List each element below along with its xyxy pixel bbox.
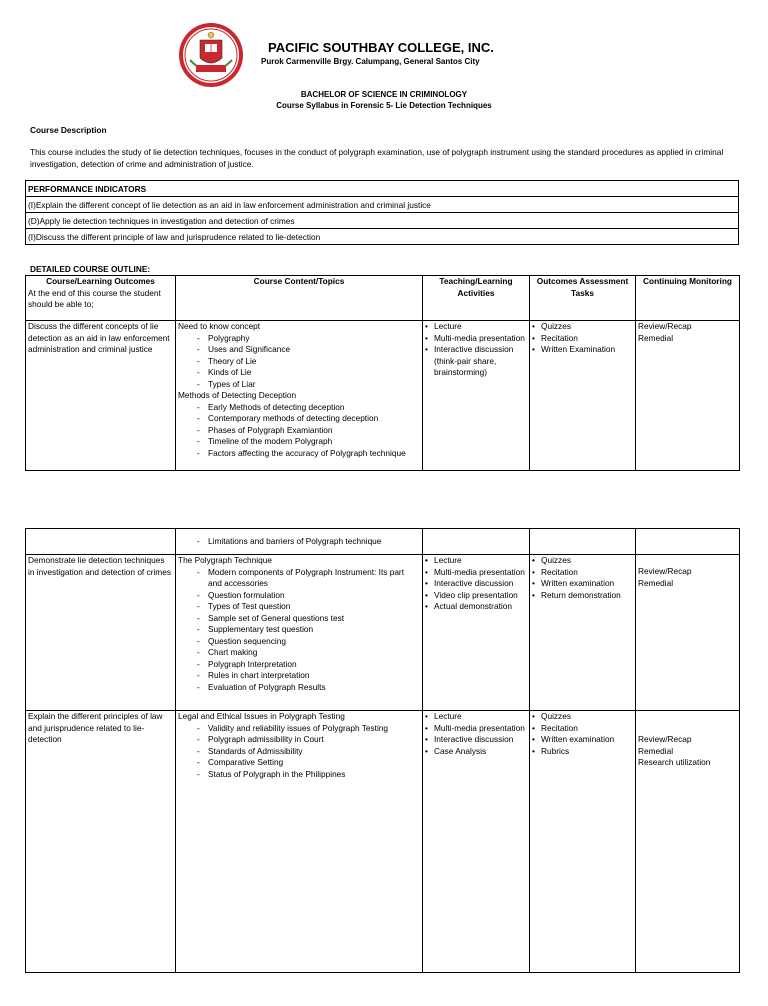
topic-item: - Standards of Admissibility (178, 746, 420, 758)
header-content: Course Content/Topics (176, 276, 423, 321)
header-outcomes-sub: At the end of this course the student should be able to; (28, 287, 161, 309)
content-cell (176, 321, 423, 471)
assessment-item: • Rubrics (532, 746, 633, 758)
outcome-cell: Discuss the different concepts of lie detection as an aid in law enforcement administration and criminal justice (26, 321, 176, 471)
assessment-item: • Quizzes (532, 711, 633, 723)
monitoring-item: Remedial (638, 332, 674, 343)
table-row (26, 321, 740, 471)
outcome-cell: Explain the different principles of law and jurisprudence related to lie-detection (26, 711, 176, 973)
activity-item: • Multi-media presentation (425, 567, 527, 579)
topic-heading: Methods of Detecting Deception (178, 390, 297, 400)
activity-item: • Multi-media presentation (425, 333, 527, 345)
topic-item: - Question sequencing (178, 636, 420, 648)
header-monitoring: Continuing Monitoring (636, 276, 740, 321)
topic-item: - Rules in chart interpretation (178, 670, 420, 682)
content-cell (176, 529, 423, 555)
assessment-item: • Written examination (532, 578, 633, 590)
monitoring-item: Review/Recap (638, 566, 692, 576)
course-outline-heading: DETAILED COURSE OUTLINE: (30, 264, 151, 274)
activity-item: • Interactive discussion (think-pair share, brainstorming) (425, 344, 527, 379)
assessment-item: • Quizzes (532, 555, 633, 567)
topic-item: - Supplementary test question (178, 624, 420, 636)
activities-cell (423, 555, 530, 711)
topic-item: - Phases of Polygraph Examiantion (178, 425, 420, 437)
assessment-item: • Written examination (532, 734, 633, 746)
course-outline-table (25, 275, 740, 471)
topic-item: - Types of Liar (178, 379, 420, 391)
header-outcomes (26, 276, 176, 321)
monitoring-item: Research utilization (638, 757, 711, 767)
topic-item: - Uses and Significance (178, 344, 420, 356)
table-row (26, 711, 740, 973)
college-address: Purok Carmenville Brgy. Calumpang, General Santos City (261, 57, 480, 66)
activity-item: • Case Analysis (425, 746, 527, 758)
topic-item: - Timeline of the modern Polygraph (178, 436, 420, 448)
activity-item: • Interactive discussion (425, 578, 527, 590)
activity-item: • Lecture (425, 711, 527, 723)
assessment-item: • Recitation (532, 567, 633, 579)
activity-item: • Video clip presentation (425, 590, 527, 602)
college-seal-logo (178, 22, 244, 88)
activities-cell (423, 321, 530, 471)
monitoring-item: Remedial (638, 577, 674, 588)
topic-item: - Chart making (178, 647, 420, 659)
performance-item: (I)Discuss the different principle of law and jurisprudence related to lie-detection (26, 229, 739, 245)
course-description-text: This course includes the study of lie detection techniques, focuses in the conduct of polygraph examination, use of polygraph instrument using the standard procedures as applied in criminal investigation, detection of crime and administration of justice. (30, 147, 724, 169)
monitoring-item: Remedial (638, 745, 674, 756)
outcome-cell (26, 529, 176, 555)
assessment-item: • Written Examination (532, 344, 633, 356)
activity-item: • Interactive discussion (425, 734, 527, 746)
monitoring-cell (636, 321, 740, 471)
monitoring-item: Review/Recap (638, 734, 692, 744)
topic-item: - Question formulation (178, 590, 420, 602)
table-row (26, 555, 740, 711)
performance-item: (D)Apply lie detection techniques in investigation and detection of crimes (26, 213, 739, 229)
content-cell (176, 711, 423, 973)
monitoring-item: Review/Recap (638, 321, 692, 331)
topic-item: - Evaluation of Polygraph Results (178, 682, 420, 694)
monitoring-cell (636, 711, 740, 973)
activities-cell (423, 711, 530, 973)
topic-item: - Factors affecting the accuracy of Polygraph technique (178, 448, 420, 460)
topic-item: - Limitations and barriers of Polygraph technique (178, 536, 420, 548)
activity-item: • Multi-media presentation (425, 723, 527, 735)
content-cell (176, 555, 423, 711)
topic-item: - Status of Polygraph in the Philippines (178, 769, 420, 781)
monitoring-cell (636, 555, 740, 711)
topic-item: - Polygraph admissibility in Court (178, 734, 420, 746)
course-outline-table-continued (25, 528, 740, 973)
header-activities: Teaching/Learning Activities (423, 276, 530, 321)
assessment-cell (530, 529, 636, 555)
topic-item: - Modern components of Polygraph Instrument: Its part and accessories (178, 567, 420, 590)
assessment-item: • Recitation (532, 723, 633, 735)
monitoring-cell (636, 529, 740, 555)
assessment-cell (530, 711, 636, 973)
activity-item: • Lecture (425, 555, 527, 567)
performance-heading: PERFORMANCE INDICATORS (26, 181, 739, 197)
performance-indicators-table (25, 180, 739, 245)
assessment-item: • Quizzes (532, 321, 633, 333)
topic-heading: The Polygraph Technique (178, 555, 272, 565)
topic-heading: Need to know concept (178, 321, 261, 331)
assessment-cell (530, 321, 636, 471)
topic-item: - Polygraphy (178, 333, 420, 345)
assessment-item: • Return demonstration (532, 590, 633, 602)
syllabus-title: Course Syllabus in Forensic 5- Lie Detection Techniques (276, 101, 492, 110)
topic-item: - Sample set of General questions test (178, 613, 420, 625)
activity-item: • Lecture (425, 321, 527, 333)
outcome-cell: Demonstrate lie detection techniques in investigation and detection of crimes (26, 555, 176, 711)
topic-item: - Theory of Lie (178, 356, 420, 368)
assessment-cell (530, 555, 636, 711)
table-row (26, 529, 740, 555)
college-name: PACIFIC SOUTHBAY COLLEGE, INC. (268, 40, 494, 55)
topic-item: - Kinds of Lie (178, 367, 420, 379)
topic-heading: Legal and Ethical Issues in Polygraph Testing (178, 711, 345, 721)
topic-item: - Validity and reliability issues of Polygraph Testing (178, 723, 420, 735)
degree-title: BACHELOR OF SCIENCE IN CRIMINOLOGY (300, 90, 468, 99)
topic-item: - Early Methods of detecting deception (178, 402, 420, 414)
activity-item: • Actual demonstration (425, 601, 527, 613)
topic-item: - Polygraph Interpretation (178, 659, 420, 671)
topic-item: - Types of Test question (178, 601, 420, 613)
topic-item: - Contemporary methods of detecting deception (178, 413, 420, 425)
course-description-heading: Course Description (30, 125, 107, 135)
header-outcomes-title: Course/Learning Outcomes (46, 276, 155, 286)
topic-item: - Comparative Setting (178, 757, 420, 769)
assessment-item: • Recitation (532, 333, 633, 345)
performance-item: (I)Explain the different concept of lie detection as an aid in law enforcement administration and criminal justice (26, 197, 739, 213)
activities-cell (423, 529, 530, 555)
header-assessment: Outcomes Assessment Tasks (530, 276, 636, 321)
